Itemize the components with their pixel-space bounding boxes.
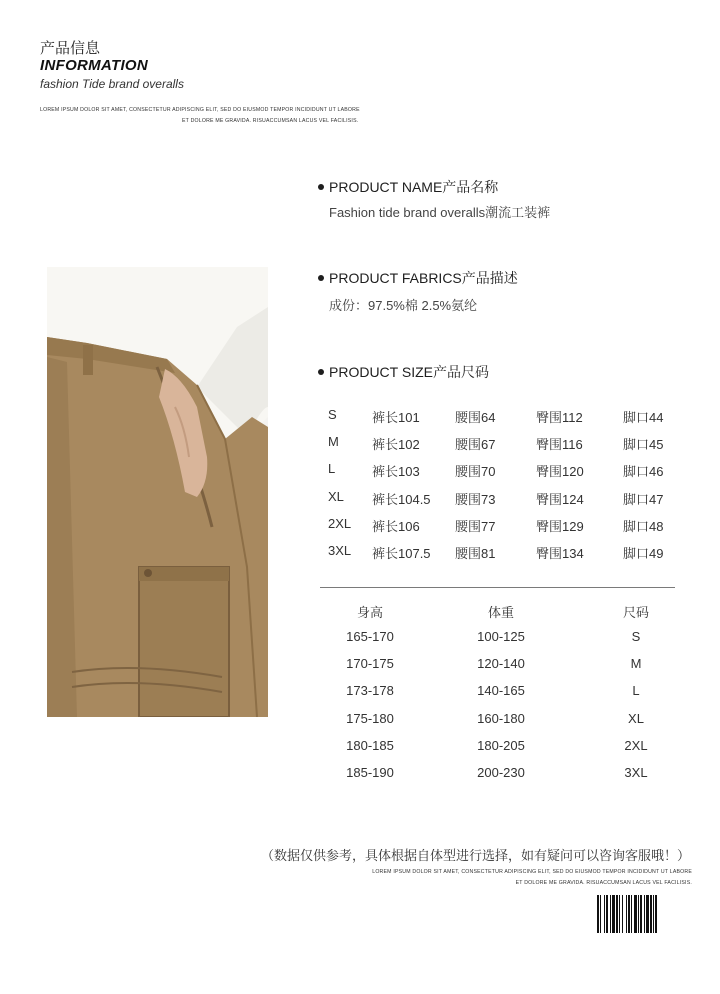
header-lorem-line2: ET DOLORE ME GRAVIDA. RISUACCUMSAN LACUS VEL FACILISIS.	[182, 118, 359, 124]
rec-weight: 180-205	[477, 738, 525, 753]
rec-size: 2XL	[624, 738, 648, 753]
size-waist: 腰围81	[455, 546, 496, 561]
rec-height: 170-175	[346, 656, 394, 671]
rec-size: XL	[628, 711, 644, 726]
size-hem: 脚口47	[623, 492, 664, 507]
rec-height: 165-170	[346, 629, 394, 644]
recommendation-row	[320, 683, 675, 703]
rec-height: 185-190	[346, 765, 394, 780]
footer-note: （数据仅供参考，具体根据自体型进行选择，如有疑问可以咨询客服哦！）	[260, 848, 690, 863]
size-hip: 臀围120	[536, 464, 584, 479]
size-hip: 臀围124	[536, 492, 584, 507]
size-length: 裤长106	[372, 519, 420, 534]
product-name-heading	[318, 177, 498, 197]
product-fabrics-heading-text: PRODUCT FABRICS产品描述	[329, 270, 518, 286]
size-waist: 腰围64	[455, 410, 496, 425]
size-hip: 臀围129	[536, 519, 584, 534]
size-hem: 脚口46	[623, 464, 664, 479]
rec-size: S	[631, 629, 641, 644]
product-photo	[47, 267, 268, 717]
recommendation-row	[320, 656, 675, 676]
bullet-dot-icon	[318, 369, 324, 375]
rec-size: 3XL	[624, 765, 648, 780]
rec-weight: 100-125	[477, 629, 525, 644]
size-waist: 腰围67	[455, 437, 496, 452]
size-length: 裤长102	[372, 437, 420, 452]
size-hem: 脚口48	[623, 519, 664, 534]
rec-weight: 200-230	[477, 765, 525, 780]
size-length: 裤长103	[372, 464, 420, 479]
size-hem: 脚口45	[623, 437, 664, 452]
header-lorem-line1: LOREM IPSUM DOLOR SIT AMET, CONSECTETUR ADIPISCING ELIT, SED DO EIUSMOD TEMPOR INCIDIDUNT UT LABORE	[40, 107, 360, 113]
table-divider	[320, 587, 675, 588]
rec-height: 180-185	[346, 738, 394, 753]
header-title-en: INFORMATION	[40, 57, 149, 74]
rec-height: 173-178	[346, 683, 394, 698]
size-hem: 脚口49	[623, 546, 664, 561]
barcode-icon	[597, 895, 691, 933]
rec-size: M	[630, 656, 642, 671]
bullet-dot-icon	[318, 275, 324, 281]
header-height: 身高	[356, 605, 383, 620]
product-size-heading-text: PRODUCT SIZE产品尺码	[329, 364, 489, 380]
product-size-heading	[318, 362, 489, 382]
size-label: S	[328, 407, 337, 422]
product-fabrics-heading	[318, 268, 518, 288]
product-name-heading-text: PRODUCT NAME产品名称	[329, 179, 499, 195]
size-label: M	[328, 434, 339, 449]
rec-weight: 140-165	[477, 683, 525, 698]
footer-lorem-line1: LOREM IPSUM DOLOR SIT AMET, CONSECTETUR ADIPISCING ELIT, SED DO EIUSMOD TEMPOR INCIDIDUNT UT LABORE	[372, 869, 692, 875]
recommendation-row	[320, 711, 675, 731]
size-hip: 臀围134	[536, 546, 584, 561]
footer-lorem-line2: ET DOLORE ME GRAVIDA. RISUACCUMSAN LACUS VEL FACILISIS.	[515, 880, 692, 886]
header-subtitle: fashion Tide brand overalls	[40, 77, 184, 91]
size-length: 裤长104.5	[372, 492, 431, 507]
header-title-cn: 产品信息	[40, 40, 101, 57]
recommendation-row	[320, 765, 675, 785]
size-length: 裤长107.5	[372, 546, 431, 561]
recommendation-row	[320, 629, 675, 649]
size-label: XL	[328, 489, 344, 504]
rec-weight: 120-140	[477, 656, 525, 671]
overalls-illustration	[47, 267, 268, 717]
product-name-value: Fashion tide brand overalls潮流工装裤	[329, 205, 551, 220]
header-size: 尺码	[622, 605, 649, 620]
recommendation-row	[320, 738, 675, 758]
bullet-dot-icon	[318, 184, 324, 190]
product-fabrics-value: 成份：97.5%棉 2.5%氨纶	[329, 298, 478, 313]
size-waist: 腰围77	[455, 519, 496, 534]
size-hem: 脚口44	[623, 410, 664, 425]
size-label: 2XL	[328, 516, 352, 531]
size-waist: 腰围70	[455, 464, 496, 479]
rec-height: 175-180	[346, 711, 394, 726]
size-length: 裤长101	[372, 410, 420, 425]
size-hip: 臀围116	[536, 437, 583, 452]
size-label: L	[328, 461, 336, 476]
size-waist: 腰围73	[455, 492, 496, 507]
rec-weight: 160-180	[477, 711, 525, 726]
header-weight: 体重	[487, 605, 514, 620]
rec-size: L	[632, 683, 640, 698]
recommendation-header-row	[320, 602, 675, 622]
size-label: 3XL	[328, 543, 352, 558]
size-hip: 臀围112	[536, 410, 583, 425]
